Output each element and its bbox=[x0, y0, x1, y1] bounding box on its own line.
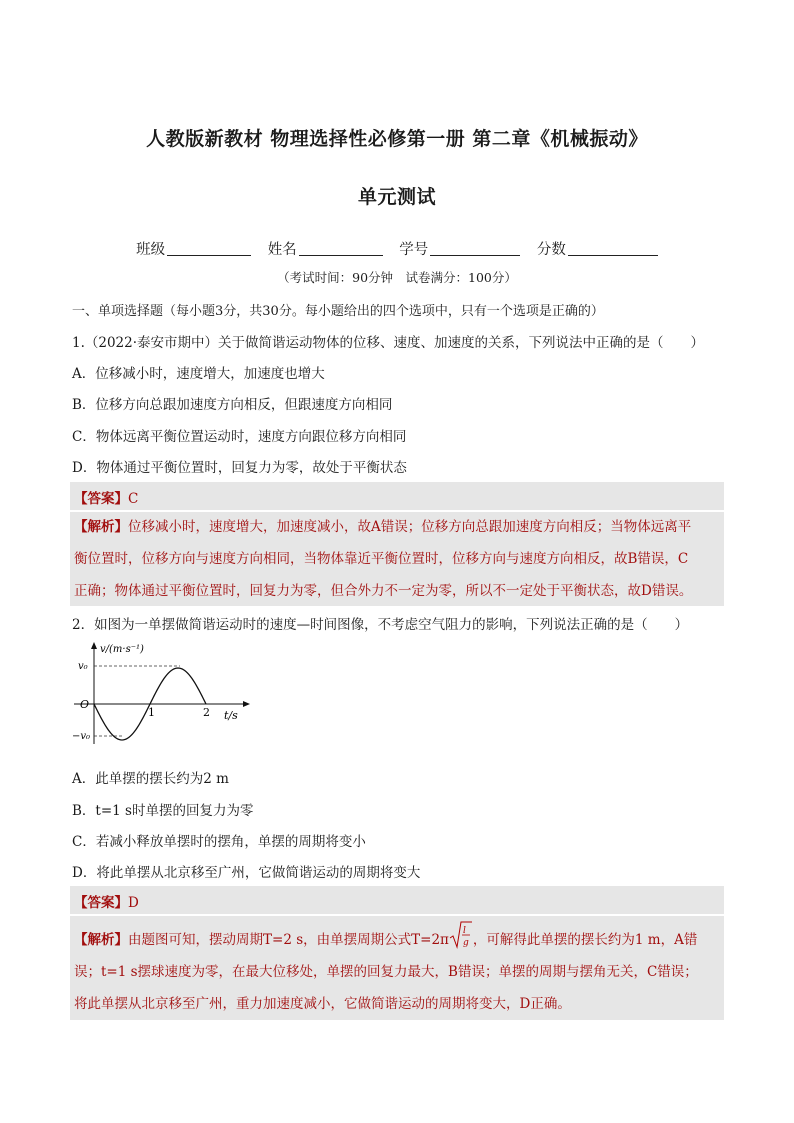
pendulum-formula-sqrt bbox=[449, 926, 473, 950]
question-1-option-d: D．物体通过平衡位置时，回复力为零，故处于平衡状态 bbox=[72, 460, 407, 476]
student-info-row bbox=[0, 238, 794, 259]
question-1-option-b: B．位移方向总跟加速度方向相反，但跟速度方向相同 bbox=[72, 397, 393, 413]
question-1-explanation: 【解析】位移减小时，速度增大，加速度减小，故A错误；位移方向总跟加速度方向相反；当物体远离平 衡位置时，位移方向与速度方向相同，当物体靠近平衡位置时，位移方向与速度方向相反，故B错误，C 正确；物体通过平衡位置时，回复力为零，但合外力不一定为零，所以不一定处于平衡状态，故D错误。 bbox=[70, 512, 724, 606]
question-2-stem: 2．如图为一单摆做简谐运动时的速度—时间图像，不考虑空气阻力的影响，下列说法正确的是（ ） bbox=[72, 617, 689, 633]
formula-denominator: g bbox=[462, 938, 469, 948]
origin-label: O bbox=[80, 698, 90, 711]
question-1-option-a: A．位移减小时，速度增大，加速度也增大 bbox=[72, 366, 325, 382]
class-field: 班级 bbox=[136, 238, 251, 259]
question-2-explanation: 【解析】由题图可知，摆动周期T=2 s，由单摆周期公式T=2π l g ，可解得此单摆的摆长约为1 m，A错 误；t=1 s摆球速度为零，在最大位移处，单摆的回复力最大，B错误；单摆的周期与摆角无关，C错误； 将此单摆从北京移至广州，重力加速度减小，它做简谐运动的周期将变大，D正确。 bbox=[70, 916, 724, 1020]
name-field: 姓名 bbox=[268, 238, 383, 259]
formula-numerator: l bbox=[462, 926, 466, 936]
question-2-option-a: A．此单摆的摆长约为2 m bbox=[72, 771, 229, 787]
neg-v0-label: −v₀ bbox=[72, 731, 91, 742]
velocity-time-graph bbox=[70, 640, 270, 752]
sqrt-symbol bbox=[449, 920, 473, 950]
question-2-answer: 【答案】D bbox=[70, 886, 724, 914]
question-2-option-d: D．将此单摆从北京移至广州，它做简谐运动的周期将变大 bbox=[72, 865, 421, 881]
question-1-answer: 【答案】C bbox=[70, 482, 724, 510]
question-2-option-c: C．若减小释放单摆时的摆角，单摆的周期将变小 bbox=[72, 834, 366, 850]
question-1-stem: 1.（2022·泰安市期中）关于做简谐运动物体的位移、速度、加速度的关系，下列说法中正确的是（ ） bbox=[72, 335, 705, 351]
score-field: 分数 bbox=[537, 238, 658, 259]
x-axis-arrow bbox=[243, 701, 250, 707]
tick-label-2: 2 bbox=[203, 706, 210, 719]
x-axis-label: t/s bbox=[224, 709, 238, 722]
y-axis-label: v/(m·s⁻¹) bbox=[100, 644, 144, 655]
document-title: 人教版新教材 物理选择性必修第一册 第二章《机械振动》 bbox=[146, 128, 648, 150]
v0-label: v₀ bbox=[78, 661, 88, 672]
y-axis-arrow bbox=[91, 642, 97, 649]
student-id-field: 学号 bbox=[399, 238, 520, 259]
question-2-option-b: B．t=1 s时单摆的回复力为零 bbox=[72, 803, 254, 819]
tick-label-1: 1 bbox=[148, 706, 155, 719]
section-heading: 一、单项选择题（每小题3分，共30分。每小题给出的四个选项中，只有一个选项是正确的） bbox=[72, 304, 604, 319]
exam-note: （考试时间：90分钟 试卷满分：100分） bbox=[277, 270, 517, 285]
question-1-option-c: C．物体远离平衡位置运动时，速度方向跟位移方向相同 bbox=[72, 429, 407, 445]
document-subtitle: 单元测试 bbox=[357, 186, 436, 208]
